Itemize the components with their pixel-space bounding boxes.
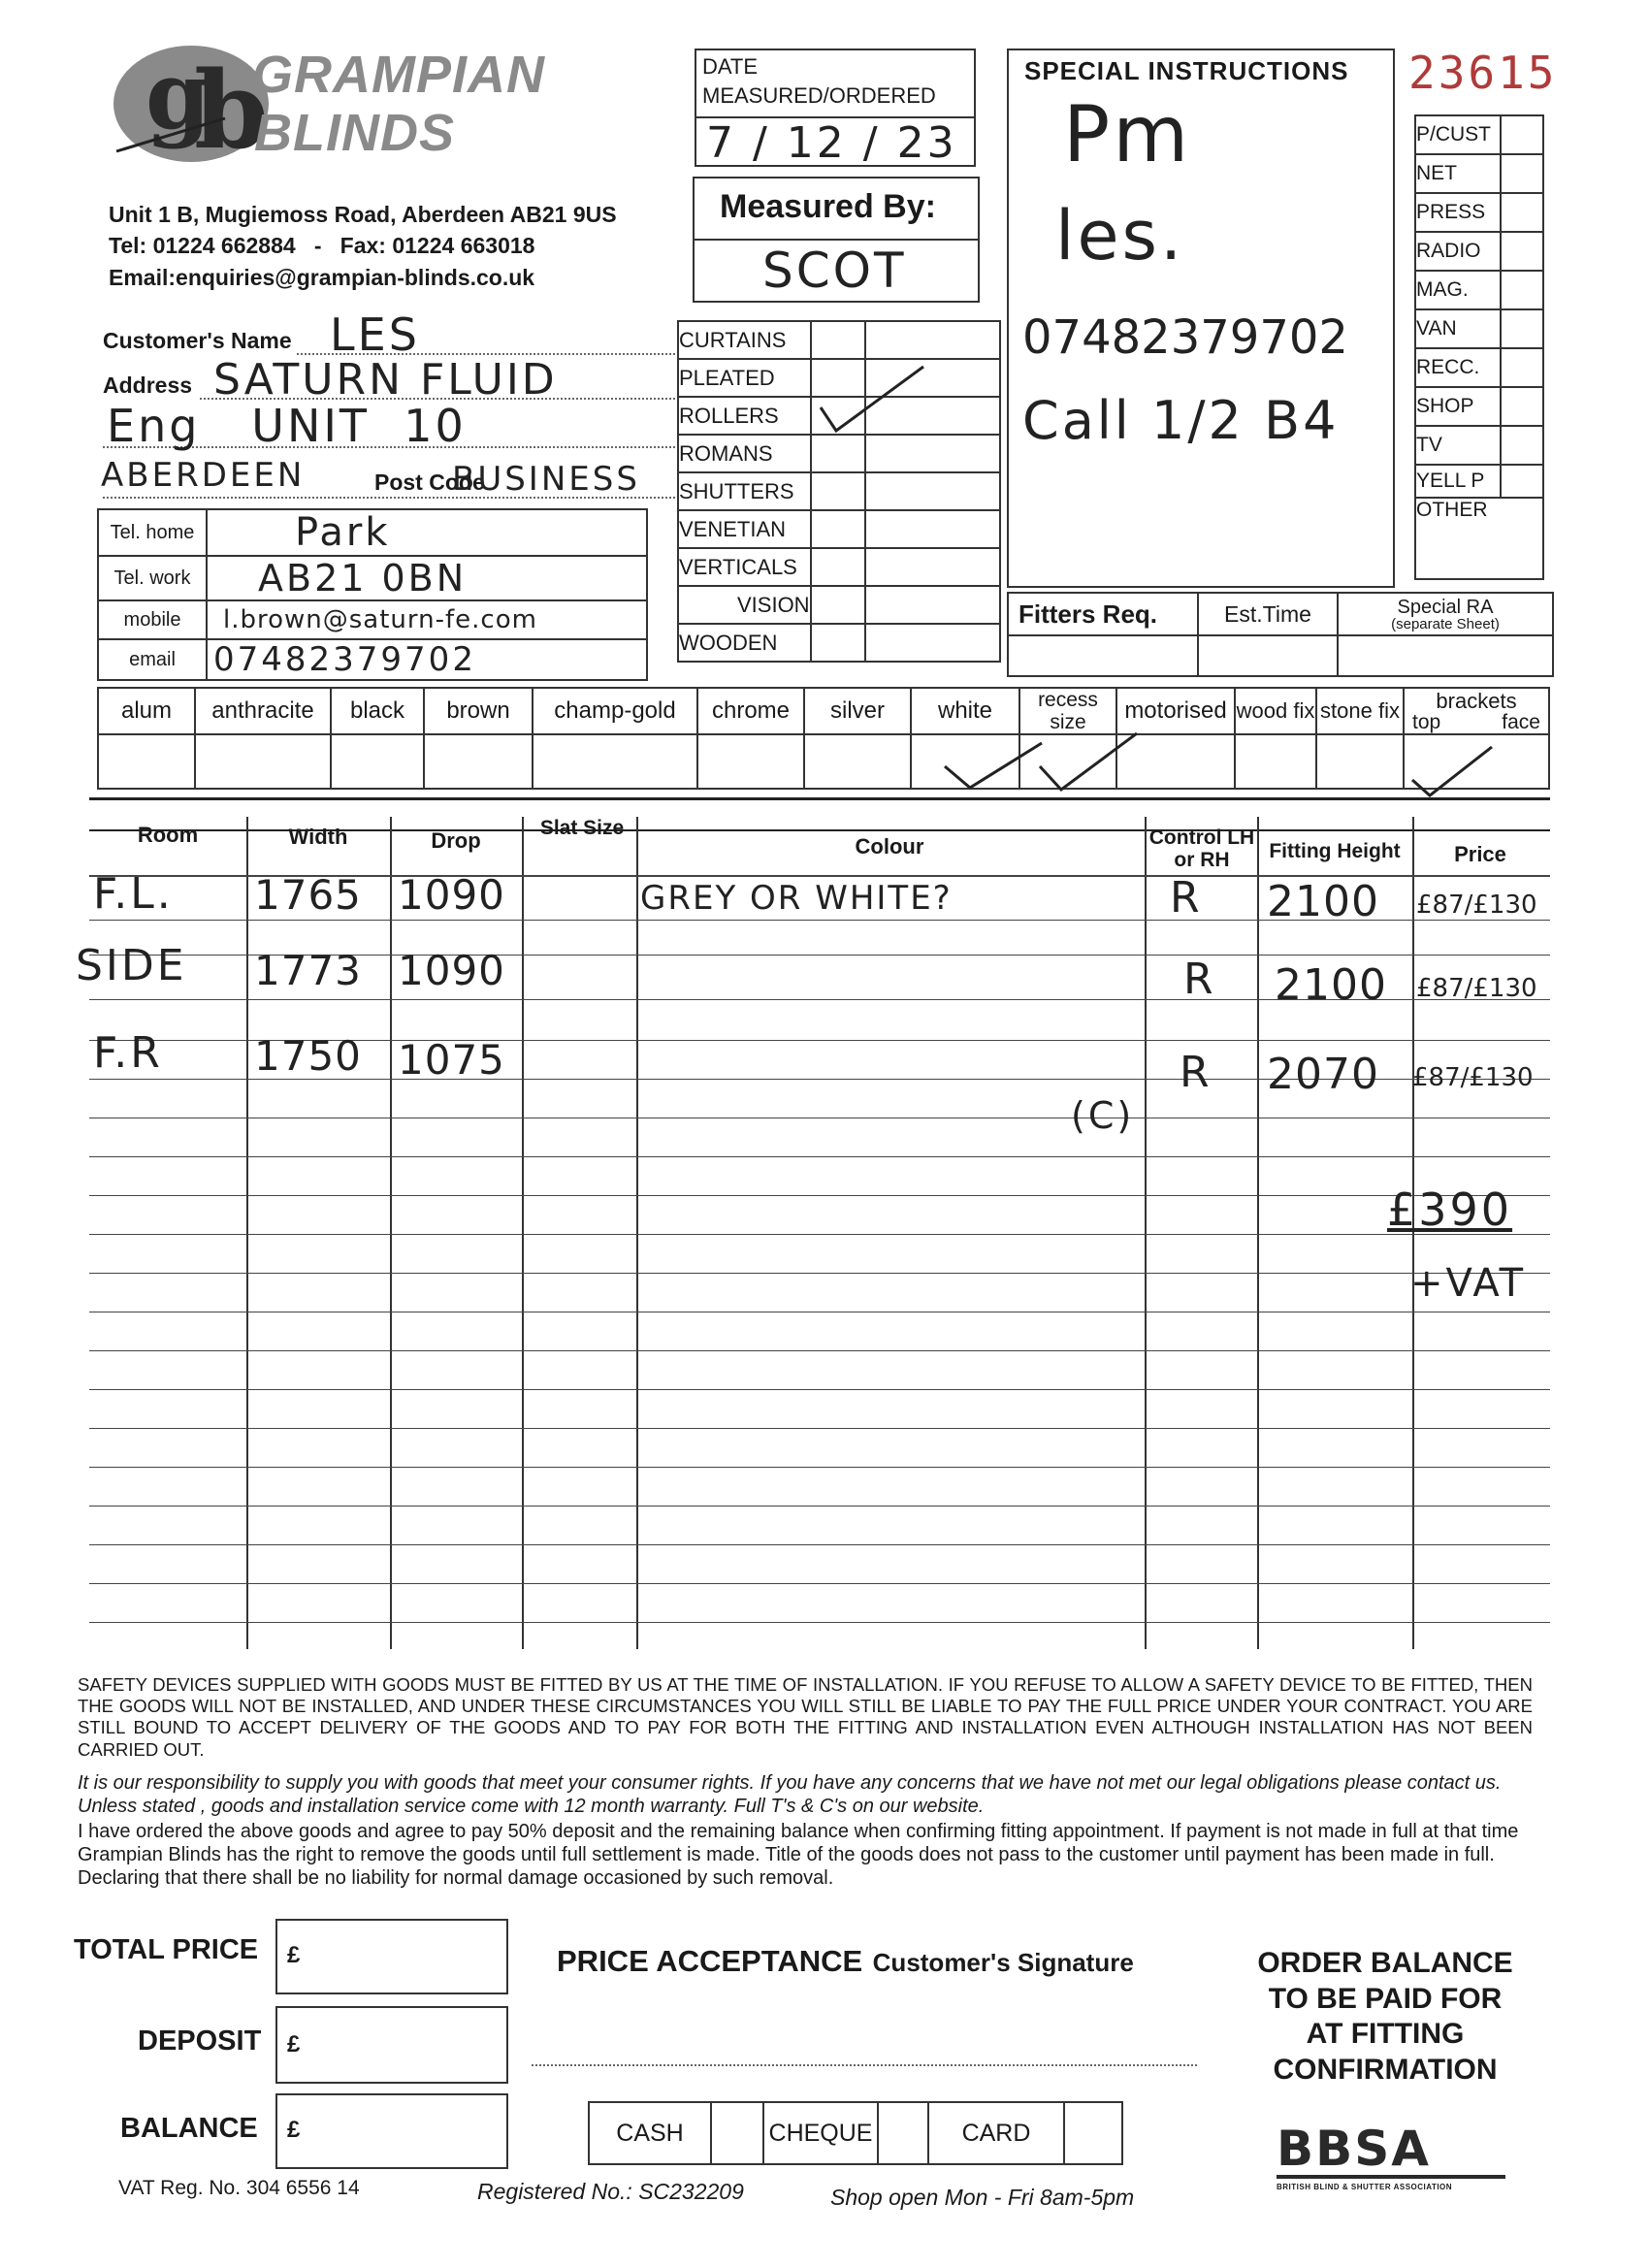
order-balance-line-2: TO BE PAID FOR (1268, 1982, 1503, 2015)
tel-work-value[interactable]: AB21 0BN (207, 556, 647, 600)
table-row-2-room[interactable]: SIDE (76, 941, 187, 990)
type-romans-box[interactable] (811, 435, 865, 472)
payment-card-box[interactable] (1064, 2102, 1122, 2164)
source-press: PRESS (1415, 193, 1501, 232)
source-mag-box[interactable] (1501, 271, 1543, 309)
header-room: Room (137, 823, 199, 847)
balance-currency: £ (287, 2117, 301, 2143)
finish-recess-size: recess size (1019, 688, 1116, 734)
payment-cheque-label: CHEQUE (763, 2102, 878, 2164)
payment-cheque-box[interactable] (878, 2102, 928, 2164)
type-vision-box[interactable] (811, 586, 865, 624)
source-recc-box[interactable] (1501, 348, 1543, 387)
table-row-3-drop[interactable]: 1075 (398, 1036, 505, 1084)
customer-signature-label: Customer's Signature (872, 1948, 1134, 1977)
special-ra-label: Special RA (1397, 596, 1494, 618)
balance-field[interactable] (275, 2093, 508, 2169)
special-line-1: Pm (1063, 89, 1192, 179)
table-row-2-drop[interactable]: 1090 (398, 947, 505, 994)
order-balance-notice (1220, 1946, 1550, 2088)
special-line-2: les. (1055, 196, 1185, 275)
source-tv-box[interactable] (1501, 426, 1543, 465)
total-price-field[interactable] (275, 1919, 508, 1994)
bbsa-subtitle: BRITISH BLIND & SHUTTER ASSOCIATION (1277, 2183, 1453, 2191)
finish-alum: alum (98, 688, 195, 734)
date-value[interactable]: 7 / 12 / 23 (706, 118, 957, 168)
type-vision: VISION (678, 586, 811, 624)
table-row-2-width[interactable]: 1773 (254, 947, 362, 994)
table-row-1-control[interactable]: R (1170, 873, 1203, 923)
company-email: Email:enquiries@grampian-blinds.co.uk (109, 265, 535, 290)
finish-silver-box[interactable] (804, 734, 911, 789)
finish-alum-box[interactable] (98, 734, 195, 789)
fitters-label: Fitters Req. (1008, 593, 1198, 635)
table-annotation-c: (C) (1071, 1094, 1135, 1137)
type-shutters: SHUTTERS (678, 472, 811, 510)
source-yellp: YELL P (1415, 465, 1501, 498)
special-ra-cell (1338, 593, 1553, 635)
special-instructions-label: SPECIAL INSTRUCTIONS (1024, 56, 1349, 85)
source-yellp-box[interactable] (1501, 465, 1543, 498)
table-row-3-room[interactable]: F.R (93, 1028, 163, 1078)
table-row-2-price[interactable]: £87/£130 (1416, 974, 1537, 1003)
postcode-label: Post Code (374, 470, 485, 495)
special-ra-note: (separate Sheet) (1391, 615, 1500, 632)
bbsa-text: BBSA (1277, 2121, 1431, 2177)
est-time-value[interactable] (1198, 635, 1338, 676)
brackets-face-label: face (1502, 710, 1540, 733)
finish-motorised: motorised (1116, 688, 1235, 734)
measured-by-value[interactable]: SCOT (762, 243, 907, 299)
contact-table (97, 508, 648, 681)
type-verticals-box[interactable] (811, 548, 865, 586)
company-address: Unit 1 B, Mugiemoss Road, Aberdeen AB21 9US (109, 202, 617, 227)
table-row-3-price[interactable]: £87/£130 (1412, 1063, 1534, 1092)
source-pcust: P/CUST (1415, 115, 1501, 154)
table-row-1-width[interactable]: 1765 (254, 871, 362, 919)
form-number: 23615 (1408, 47, 1558, 99)
customer-name-value[interactable]: LES (330, 308, 420, 361)
type-curtains: CURTAINS (678, 321, 811, 359)
finish-wood-fix-box[interactable] (1235, 734, 1316, 789)
header-price: Price (1454, 842, 1506, 866)
email-value[interactable]: 07482379702 (207, 639, 647, 680)
total-price-currency: £ (287, 1942, 301, 1968)
deposit-field[interactable] (275, 2006, 508, 2084)
finish-brown-box[interactable] (424, 734, 533, 789)
source-van-box[interactable] (1501, 309, 1543, 348)
header-drop: Drop (431, 828, 481, 853)
source-mag: MAG. (1415, 271, 1501, 309)
finish-stone-fix-box[interactable] (1316, 734, 1404, 789)
signature-line[interactable] (532, 2064, 1197, 2066)
finish-options-table (97, 687, 1550, 790)
finish-anthracite: anthracite (195, 688, 331, 734)
type-shutters-box[interactable] (811, 472, 865, 510)
source-pcust-box[interactable] (1501, 115, 1543, 154)
total-price-label: TOTAL PRICE (74, 1934, 259, 1965)
header-control: Control LH or RH (1148, 826, 1255, 872)
terms-agreement: I have ordered the above goods and agree to pay 50% deposit and the remaining balance when confirming fitting appointment. If payment is not made in full at that time Grampian Blinds has the right to remove the goods until full settlement is made. Title of the goods does not pass to the customer until payment has been made in full. Declaring that there shall be no liability for normal damage occasioned by such removal. (78, 1821, 1519, 1889)
table-row-2-control[interactable]: R (1183, 955, 1216, 1004)
date-label-1: DATE (702, 54, 759, 79)
type-pleated: PLEATED (678, 359, 811, 397)
bbsa-logo (1277, 2121, 1509, 2191)
white-check-icon (941, 737, 1048, 795)
special-instructions-box (1007, 49, 1395, 588)
table-row-3-height[interactable]: 2070 (1267, 1050, 1379, 1099)
finish-silver: silver (804, 688, 911, 734)
date-box (695, 49, 976, 167)
finish-chrome-box[interactable] (697, 734, 804, 789)
tel-work-label: Tel. work (98, 556, 207, 600)
finish-wood-fix: wood fix (1235, 688, 1316, 734)
finish-champ-gold-box[interactable] (533, 734, 697, 789)
price-acceptance-label: PRICE ACCEPTANCE (557, 1944, 863, 1978)
payment-card-label: CARD (928, 2102, 1064, 2164)
table-row-1-colour[interactable]: GREY OR WHITE? (640, 879, 953, 918)
company-name-line2: BLINDS (254, 104, 455, 162)
est-time-label: Est.Time (1198, 593, 1338, 635)
tel-home-label: Tel. home (98, 509, 207, 556)
source-press-box[interactable] (1501, 193, 1543, 232)
mobile-label: mobile (98, 600, 207, 639)
payment-methods (588, 2101, 1123, 2165)
address-label: Address (103, 373, 193, 398)
table-row-1-height[interactable]: 2100 (1267, 877, 1379, 926)
company-name-line1: GRAMPIAN (252, 46, 545, 104)
source-net: NET (1415, 154, 1501, 193)
brackets-top-label: top (1412, 710, 1441, 733)
address-line-2[interactable]: Eng UNIT 10 (107, 400, 467, 452)
finish-anthracite-box[interactable] (195, 734, 331, 789)
header-slat-size: Slat Size (539, 817, 625, 839)
balance-label: BALANCE (120, 2113, 258, 2144)
date-label-2: MEASURED/ORDERED (702, 83, 936, 108)
recess-size-check-icon (1036, 728, 1143, 795)
type-venetian: VENETIAN (678, 510, 811, 548)
source-other[interactable]: OTHER (1415, 498, 1543, 579)
mobile-value[interactable]: l.brown@saturn-fe.com (207, 600, 647, 639)
measured-by-label: Measured By: (720, 188, 936, 225)
terms-safety: SAFETY DEVICES SUPPLIED WITH GOODS MUST BE FITTED BY US AT THE TIME OF INSTALLATION. IF YOU REFUSE TO ALLOW A SAFETY DEVICE TO BE FITTED, THEN THE GOODS WILL NOT BE INSTALLED, AND UNDER THESE CIRCUMSTANCES YOU WILL STILL BE LIABLE TO PAY THE FULL PRICE UNDER YOUR CONTRACT. YOU ARE STILL BOUND TO ACCEPT DELIVERY OF THE GOODS AND TO PAY FOR BOTH THE FITTING AND INSTALLATION EVEN ALTHOUGH INSTALLATION HAS NOT BEEN CARRIED OUT. (78, 1674, 1533, 1760)
registered-no: Registered No.: SC232209 (477, 2179, 744, 2204)
terms-responsibility: It is our responsibility to supply you with goods that meet your consumer rights. If you have any concerns that we have not met our legal obligations please contact us. Unless stated , goods and installation service come with 12 month warranty. Full T's & C's on our website. (78, 1772, 1502, 1817)
type-romans: ROMANS (678, 435, 811, 472)
source-radio-box[interactable] (1501, 232, 1543, 271)
table-row-1-drop[interactable]: 1090 (398, 871, 505, 919)
email-label: email (98, 639, 207, 680)
rollers-check-icon (817, 361, 933, 438)
header-width: Width (288, 825, 348, 849)
type-curtains-box[interactable] (811, 321, 865, 359)
table-vat-note: +VAT (1410, 1261, 1527, 1306)
finish-brackets (1404, 688, 1549, 734)
type-venetian-box[interactable] (811, 510, 865, 548)
source-list (1414, 114, 1544, 580)
deposit-currency: £ (287, 2031, 301, 2057)
finish-chrome: chrome (697, 688, 804, 734)
finish-white: white (911, 688, 1019, 734)
table-row-1-room[interactable]: F.L. (93, 869, 174, 919)
address-line-3[interactable]: ABERDEEN (101, 456, 306, 495)
deposit-label: DEPOSIT (138, 2025, 262, 2057)
measured-by-box (693, 177, 980, 303)
fitters-value[interactable] (1008, 635, 1198, 676)
finish-brown: brown (424, 688, 533, 734)
fitters-table (1007, 592, 1554, 677)
special-ra-value[interactable] (1338, 635, 1553, 676)
finish-black-box[interactable] (331, 734, 424, 789)
order-balance-line-3: AT FITTING (1306, 2018, 1465, 2051)
order-balance-line-4: CONFIRMATION (1273, 2053, 1498, 2086)
company-logo (109, 43, 274, 169)
svg-text:g: g (146, 43, 211, 150)
table-subtotal: £390 (1387, 1183, 1513, 1236)
source-recc: RECC. (1415, 348, 1501, 387)
source-shop-box[interactable] (1501, 387, 1543, 426)
source-tv: TV (1415, 426, 1501, 465)
special-line-4: Call 1/2 B4 (1022, 390, 1340, 451)
finish-stone-fix: stone fix (1316, 688, 1404, 734)
source-radio: RADIO (1415, 232, 1501, 271)
type-verticals: VERTICALS (678, 548, 811, 586)
type-rollers: ROLLERS (678, 397, 811, 435)
shop-hours: Shop open Mon - Fri 8am-5pm (830, 2185, 1135, 2210)
source-net-box[interactable] (1501, 154, 1543, 193)
table-row-2-height[interactable]: 2100 (1275, 960, 1387, 1010)
table-row-3-width[interactable]: 1750 (254, 1032, 362, 1080)
company-phone: Tel: 01224 662884 - Fax: 01224 663018 (109, 233, 535, 258)
source-shop: SHOP (1415, 387, 1501, 426)
tel-home-value[interactable]: Park (207, 509, 647, 556)
finish-black: black (331, 688, 424, 734)
table-row-1-price[interactable]: £87/£130 (1416, 891, 1537, 920)
source-van: VAN (1415, 309, 1501, 348)
finish-champ-gold: champ-gold (533, 688, 697, 734)
header-colour: Colour (855, 834, 924, 859)
special-line-3: 07482379702 (1022, 310, 1348, 365)
type-wooden: WOODEN (678, 624, 811, 662)
price-acceptance (557, 1944, 1134, 1979)
table-row-3-control[interactable]: R (1180, 1048, 1212, 1097)
header-fitting-height: Fitting Height (1269, 840, 1401, 862)
address-line-3b: BUSINESS (452, 460, 640, 499)
customer-name-label: Customer's Name (103, 328, 292, 353)
vat-reg: VAT Reg. No. 304 6556 14 (118, 2177, 360, 2199)
address-line-1[interactable]: SATURN FLUID (213, 355, 558, 405)
brackets-top-check-icon (1408, 737, 1496, 799)
svg-text:b: b (194, 48, 269, 169)
order-balance-line-1: ORDER BALANCE (1257, 1947, 1513, 1979)
payment-cash-label: CASH (589, 2102, 711, 2164)
type-wooden-box[interactable] (811, 624, 865, 662)
finish-brackets-label: brackets (1436, 688, 1517, 713)
payment-cash-box[interactable] (711, 2102, 763, 2164)
